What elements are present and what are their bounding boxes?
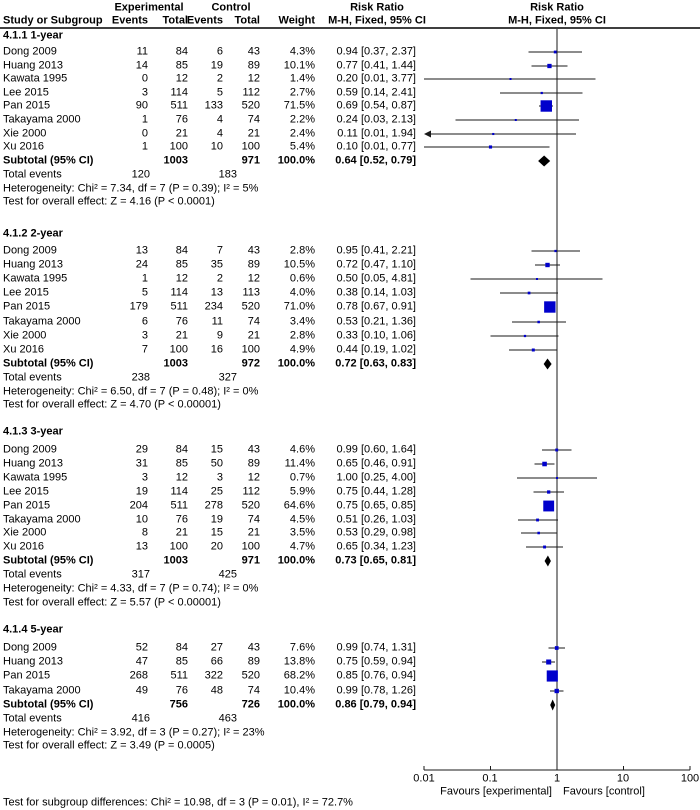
risk-ratio-ci-text: 0.78 [0.67, 0.91]: [336, 300, 416, 313]
events-experimental: 3: [141, 471, 148, 484]
subtotal-weight: 100.0%: [277, 154, 315, 167]
effect-square: [547, 64, 551, 68]
study-name: Dong 2009: [3, 244, 57, 257]
subgroup-difference-test: Test for subgroup differences: Chi² = 10.98, df = 3 (P = 0.01), I² = 72.7%: [3, 796, 353, 809]
header-risk-ratio-left: Risk Ratio: [350, 1, 404, 14]
total-control: 74: [247, 684, 260, 697]
effect-square: [537, 532, 540, 535]
total-experimental: 21: [175, 526, 188, 539]
subtotal-label: Subtotal (95% CI): [3, 554, 94, 567]
events-experimental: 90: [135, 99, 148, 112]
total-events-label: Total events: [3, 568, 62, 581]
total-control: 520: [241, 300, 260, 313]
total-events-label: Total events: [3, 371, 62, 384]
effect-square: [544, 301, 555, 312]
weight-value: 4.0%: [289, 286, 315, 299]
total-experimental: 84: [175, 443, 188, 456]
subtotal-risk-ratio-ci-text: 0.73 [0.65, 0.81]: [335, 554, 416, 567]
study-name: Pan 2015: [3, 499, 51, 512]
subtotal-label: Subtotal (95% CI): [3, 698, 94, 711]
weight-value: 2.7%: [289, 86, 315, 99]
study-name: Xu 2016: [3, 343, 44, 356]
total-experimental: 84: [175, 45, 188, 58]
risk-ratio-ci-text: 0.65 [0.46, 0.91]: [336, 457, 416, 470]
study-name: Lee 2015: [3, 485, 49, 498]
events-experimental: 19: [135, 485, 148, 498]
study-name: Xu 2016: [3, 140, 44, 153]
study-name: Kawata 1995: [3, 272, 68, 285]
study-name: Takayama 2000: [3, 315, 81, 327]
events-control: 2: [216, 72, 223, 85]
risk-ratio-ci-text: 0.20 [0.01, 3.77]: [336, 72, 416, 85]
events-experimental: 7: [141, 343, 148, 356]
total-experimental: 511: [170, 300, 188, 313]
events-control: 27: [210, 641, 223, 654]
weight-value: 13.8%: [283, 655, 315, 668]
total-experimental: 76: [175, 684, 188, 697]
effect-square: [543, 546, 546, 549]
effect-square: [555, 449, 558, 452]
weight-value: 68.2%: [283, 669, 315, 682]
total-experimental: 12: [175, 272, 188, 285]
study-name: Takayama 2000: [3, 513, 81, 525]
header-group-experimental: Experimental: [114, 1, 184, 14]
total-control: 100: [241, 343, 260, 356]
risk-ratio-ci-text: 0.44 [0.19, 1.02]: [336, 343, 416, 356]
subtotal-risk-ratio-ci-text: 0.86 [0.79, 0.94]: [335, 698, 416, 711]
total-control: 100: [241, 540, 260, 553]
heterogeneity-text: Heterogeneity: Chi² = 3.92, df = 3 (P = 0.27); I² = 23%: [3, 726, 265, 739]
section-title: 4.1.3 3-year: [3, 425, 63, 438]
total-events-control: 327: [218, 371, 237, 384]
risk-ratio-ci-text: 0.10 [0.01, 0.77]: [336, 140, 416, 153]
weight-value: 71.0%: [283, 300, 315, 313]
events-control: 234: [204, 300, 223, 313]
total-events-experimental: 317: [131, 568, 150, 581]
study-name: Xie 2000: [3, 526, 47, 539]
events-experimental: 3: [141, 86, 148, 99]
events-experimental: 8: [141, 526, 148, 539]
study-name: Takayama 2000: [3, 684, 81, 697]
events-control: 48: [210, 684, 223, 697]
total-experimental: 511: [170, 99, 188, 112]
events-experimental: 268: [129, 669, 148, 682]
total-control: 112: [242, 86, 260, 99]
total-control: 12: [247, 72, 260, 85]
study-name: Kawata 1995: [3, 72, 68, 85]
effect-square: [510, 78, 512, 80]
total-control: 74: [247, 315, 260, 327]
weight-value: 2.4%: [289, 127, 315, 140]
study-name: Lee 2015: [3, 286, 49, 299]
events-experimental: 10: [135, 513, 148, 525]
events-control: 66: [210, 655, 223, 668]
total-experimental: 12: [175, 471, 188, 484]
header-events-control: Events: [186, 14, 223, 27]
events-experimental: 5: [141, 286, 148, 299]
events-experimental: 14: [135, 59, 148, 72]
total-experimental: 76: [175, 113, 188, 126]
risk-ratio-ci-text: 0.99 [0.74, 1.31]: [336, 641, 416, 654]
events-control: 20: [210, 540, 223, 553]
total-control: 100: [241, 140, 260, 153]
total-events-control: 463: [218, 712, 237, 725]
risk-ratio-ci-text: 0.50 [0.05, 4.81]: [336, 272, 416, 285]
total-experimental: 114: [170, 286, 188, 299]
events-experimental: 3: [141, 329, 148, 342]
risk-ratio-ci-text: 0.38 [0.14, 1.03]: [336, 286, 416, 299]
weight-value: 10.5%: [283, 258, 315, 271]
subtotal-total-experimental: 1003: [163, 154, 188, 167]
events-experimental: 13: [135, 540, 148, 553]
risk-ratio-ci-text: 0.53 [0.21, 1.36]: [336, 315, 416, 327]
subtotal-diamond: [550, 700, 555, 711]
study-name: Pan 2015: [3, 669, 51, 682]
heterogeneity-text: Heterogeneity: Chi² = 7.34, df = 7 (P = 0.39); I² = 5%: [3, 182, 259, 195]
effect-square: [555, 646, 559, 650]
total-experimental: 84: [175, 244, 188, 257]
risk-ratio-ci-text: 0.95 [0.41, 2.21]: [336, 244, 416, 257]
study-name: Xie 2000: [3, 329, 47, 342]
axis-tick-10: 10: [616, 772, 630, 785]
risk-ratio-ci-text: 0.51 [0.26, 1.03]: [336, 513, 416, 525]
study-name: Huang 2013: [3, 258, 63, 271]
study-name: Takayama 2000: [3, 113, 81, 126]
overall-effect-text: Test for overall effect: Z = 5.57 (P < 0.00001): [3, 596, 221, 609]
events-control: 3: [216, 471, 223, 484]
events-control: 35: [210, 258, 223, 271]
total-experimental: 100: [169, 343, 188, 356]
effect-square: [489, 145, 492, 148]
subtotal-total-experimental: 1003: [163, 357, 188, 370]
subtotal-risk-ratio-ci-text: 0.72 [0.63, 0.83]: [335, 357, 416, 370]
total-control: 12: [247, 471, 260, 484]
events-experimental: 29: [135, 443, 148, 456]
total-control: 520: [241, 99, 260, 112]
total-experimental: 84: [175, 641, 188, 654]
total-events-experimental: 238: [131, 371, 150, 384]
weight-value: 4.5%: [289, 513, 315, 525]
total-events-label: Total events: [3, 168, 62, 181]
header-method-left: M-H, Fixed, 95% CI: [328, 14, 426, 27]
weight-value: 2.8%: [289, 329, 315, 342]
header-events-experimental: Events: [111, 14, 148, 27]
weight-value: 11.4%: [284, 457, 315, 470]
effect-square: [547, 490, 550, 493]
study-name: Huang 2013: [3, 59, 63, 72]
effect-square: [536, 519, 539, 522]
axis-tick-0.01: 0.01: [413, 772, 435, 785]
total-events-experimental: 416: [131, 712, 150, 725]
header-total-experimental: Total: [162, 14, 188, 27]
weight-value: 4.6%: [289, 443, 315, 456]
risk-ratio-ci-text: 0.99 [0.78, 1.26]: [336, 684, 416, 697]
total-experimental: 511: [170, 669, 188, 682]
weight-value: 7.6%: [289, 641, 315, 654]
events-control: 13: [210, 286, 223, 299]
weight-value: 2.8%: [289, 244, 315, 257]
events-experimental: 1: [141, 272, 148, 285]
events-control: 4: [216, 113, 223, 126]
events-experimental: 204: [129, 499, 148, 512]
events-control: 10: [210, 140, 223, 153]
events-control: 2: [216, 272, 223, 285]
axis-tick-0.1: 0.1: [482, 772, 498, 785]
total-control: 21: [247, 329, 260, 342]
study-name: Xie 2000: [3, 127, 47, 140]
study-name: Xu 2016: [3, 540, 44, 553]
events-experimental: 47: [135, 655, 148, 668]
study-name: Pan 2015: [3, 300, 51, 313]
axis-tick-1: 1: [553, 772, 561, 785]
weight-value: 4.9%: [289, 343, 315, 356]
study-name: Dong 2009: [3, 443, 57, 456]
study-name: Dong 2009: [3, 641, 57, 654]
total-experimental: 21: [175, 329, 188, 342]
risk-ratio-ci-text: 0.24 [0.03, 2.13]: [336, 113, 416, 126]
total-events-experimental: 120: [131, 168, 150, 181]
total-control: 89: [247, 59, 260, 72]
risk-ratio-ci-text: 0.72 [0.47, 1.10]: [336, 258, 416, 271]
risk-ratio-ci-text: 0.75 [0.59, 0.94]: [336, 655, 416, 668]
risk-ratio-ci-text: 0.53 [0.29, 0.98]: [336, 526, 416, 539]
weight-value: 5.9%: [289, 485, 315, 498]
risk-ratio-ci-text: 0.59 [0.14, 2.41]: [336, 86, 416, 99]
risk-ratio-ci-text: 0.94 [0.37, 2.37]: [336, 45, 416, 58]
events-control: 5: [216, 86, 223, 99]
risk-ratio-ci-text: 0.33 [0.10, 1.06]: [336, 329, 416, 342]
total-experimental: 100: [169, 140, 188, 153]
effect-square: [537, 321, 539, 323]
weight-value: 5.4%: [289, 140, 315, 153]
subtotal-total-experimental: 1003: [163, 554, 188, 567]
study-name: Dong 2009: [3, 45, 57, 58]
events-control: 6: [216, 45, 223, 58]
total-control: 43: [247, 45, 260, 58]
study-name: Pan 2015: [3, 99, 51, 112]
weight-value: 64.6%: [283, 499, 315, 512]
risk-ratio-ci-text: 0.99 [0.60, 1.64]: [336, 443, 416, 456]
total-control: 21: [247, 127, 260, 140]
total-events-control: 183: [218, 168, 237, 181]
effect-square: [528, 292, 531, 295]
total-experimental: 85: [175, 457, 188, 470]
total-experimental: 114: [170, 86, 188, 99]
events-experimental: 49: [135, 684, 148, 697]
header-weight: Weight: [278, 14, 315, 27]
effect-square: [536, 278, 538, 280]
events-experimental: 52: [135, 641, 148, 654]
events-control: 4: [216, 127, 223, 140]
subtotal-total-control: 971: [241, 554, 260, 567]
weight-value: 10.1%: [283, 59, 315, 72]
total-events-control: 425: [218, 568, 237, 581]
events-control: 19: [210, 59, 223, 72]
subtotal-weight: 100.0%: [277, 698, 315, 711]
events-experimental: 6: [141, 315, 148, 327]
events-experimental: 0: [141, 127, 148, 140]
effect-square: [556, 477, 558, 479]
events-control: 7: [216, 244, 223, 257]
header-total-control: Total: [234, 14, 260, 27]
subtotal-label: Subtotal (95% CI): [3, 357, 94, 370]
total-experimental: 85: [175, 59, 188, 72]
weight-value: 71.5%: [283, 99, 315, 112]
risk-ratio-ci-text: 0.65 [0.34, 1.23]: [336, 540, 416, 553]
weight-value: 0.7%: [289, 471, 315, 484]
weight-value: 4.3%: [289, 45, 315, 58]
heterogeneity-text: Heterogeneity: Chi² = 4.33, df = 7 (P = 0.74); I² = 0%: [3, 582, 259, 595]
header-group-control: Control: [211, 1, 251, 14]
events-experimental: 1: [141, 140, 148, 153]
subtotal-total-control: 972: [241, 357, 260, 370]
heterogeneity-text: Heterogeneity: Chi² = 6.50, df = 7 (P = 0.48); I² = 0%: [3, 385, 259, 398]
ci-arrow-left-icon: [424, 131, 431, 138]
total-control: 43: [247, 641, 260, 654]
subtotal-total-control: 726: [241, 698, 260, 711]
events-control: 322: [204, 669, 223, 682]
risk-ratio-ci-text: 0.11 [0.01, 1.94]: [337, 127, 416, 140]
total-control: 89: [247, 655, 260, 668]
events-experimental: 11: [136, 45, 148, 58]
events-control: 15: [210, 443, 223, 456]
total-control: 113: [242, 286, 260, 299]
favours-control-label: Favours [control]: [563, 785, 645, 798]
effect-square: [554, 51, 557, 54]
subtotal-diamond: [538, 156, 550, 167]
events-experimental: 31: [135, 457, 148, 470]
total-experimental: 85: [175, 258, 188, 271]
effect-square: [555, 689, 559, 693]
risk-ratio-ci-text: 0.77 [0.41, 1.44]: [336, 59, 416, 72]
weight-value: 3.5%: [289, 526, 315, 539]
weight-value: 10.4%: [283, 684, 315, 697]
weight-value: 1.4%: [289, 72, 315, 85]
events-control: 11: [211, 315, 223, 327]
effect-square: [545, 263, 549, 267]
events-control: 133: [204, 99, 223, 112]
header-study: Study or Subgroup: [3, 14, 103, 27]
events-control: 50: [210, 457, 223, 470]
total-events-label: Total events: [3, 712, 62, 725]
study-name: Kawata 1995: [3, 471, 68, 484]
total-experimental: 76: [175, 513, 188, 525]
total-control: 74: [247, 513, 260, 525]
events-control: 278: [204, 499, 223, 512]
risk-ratio-ci-text: 1.00 [0.25, 4.00]: [336, 471, 416, 484]
total-control: 21: [247, 526, 260, 539]
section-title: 4.1.4 5-year: [3, 623, 63, 636]
effect-square: [542, 462, 547, 467]
section-title: 4.1.2 2-year: [3, 227, 63, 240]
overall-effect-text: Test for overall effect: Z = 4.70 (P < 0.00001): [3, 398, 221, 411]
risk-ratio-ci-text: 0.85 [0.76, 0.94]: [336, 669, 416, 682]
total-experimental: 12: [175, 72, 188, 85]
effect-square: [515, 119, 517, 121]
effect-square: [541, 100, 552, 111]
study-name: Lee 2015: [3, 86, 49, 99]
events-experimental: 179: [129, 300, 148, 313]
total-control: 89: [247, 258, 260, 271]
events-control: 15: [210, 526, 223, 539]
total-control: 520: [241, 499, 260, 512]
subtotal-diamond: [545, 556, 551, 567]
events-control: 25: [210, 485, 223, 498]
total-experimental: 21: [175, 127, 188, 140]
study-name: Huang 2013: [3, 655, 63, 668]
total-experimental: 114: [170, 485, 188, 498]
weight-value: 4.7%: [289, 540, 315, 553]
overall-effect-text: Test for overall effect: Z = 4.16 (P < 0.0001): [3, 195, 215, 208]
subtotal-diamond: [544, 359, 552, 370]
risk-ratio-ci-text: 0.69 [0.54, 0.87]: [336, 99, 416, 112]
effect-square: [547, 670, 558, 681]
total-control: 520: [241, 669, 260, 682]
total-experimental: 85: [175, 655, 188, 668]
section-title: 4.1.1 1-year: [3, 29, 63, 42]
total-control: 112: [242, 485, 260, 498]
total-control: 43: [247, 244, 260, 257]
favours-experimental-label: Favours [experimental]: [440, 785, 552, 798]
risk-ratio-ci-text: 0.75 [0.65, 0.85]: [336, 499, 416, 512]
header-method-right: M-H, Fixed, 95% CI: [508, 14, 606, 27]
effect-square: [524, 335, 526, 337]
effect-square: [546, 659, 551, 664]
weight-value: 2.2%: [289, 113, 315, 126]
events-control: 16: [210, 343, 223, 356]
subtotal-label: Subtotal (95% CI): [3, 154, 94, 167]
weight-value: 0.6%: [289, 272, 315, 285]
events-experimental: 1: [141, 113, 148, 126]
total-control: 89: [247, 457, 260, 470]
weight-value: 3.4%: [289, 315, 315, 327]
total-experimental: 100: [169, 540, 188, 553]
effect-square: [541, 92, 543, 94]
study-name: Huang 2013: [3, 457, 63, 470]
effect-square: [554, 250, 556, 252]
total-control: 74: [247, 113, 260, 126]
total-control: 43: [247, 443, 260, 456]
subtotal-total-experimental: 756: [169, 698, 188, 711]
events-experimental: 0: [141, 72, 148, 85]
header-risk-ratio-right: Risk Ratio: [530, 1, 584, 14]
subtotal-weight: 100.0%: [277, 554, 315, 567]
effect-square: [543, 501, 554, 512]
subtotal-total-control: 971: [241, 154, 260, 167]
events-experimental: 24: [135, 258, 148, 271]
total-experimental: 76: [175, 315, 188, 327]
effect-square: [492, 133, 494, 135]
total-control: 12: [247, 272, 260, 285]
effect-square: [532, 349, 535, 352]
total-experimental: 511: [170, 499, 188, 512]
events-control: 19: [210, 513, 223, 525]
axis-tick-100: 100: [680, 772, 700, 785]
overall-effect-text: Test for overall effect: Z = 3.49 (P = 0.0005): [3, 739, 215, 752]
subtotal-risk-ratio-ci-text: 0.64 [0.52, 0.79]: [335, 154, 416, 167]
risk-ratio-ci-text: 0.75 [0.44, 1.28]: [336, 485, 416, 498]
subtotal-weight: 100.0%: [277, 357, 315, 370]
events-experimental: 13: [135, 244, 148, 257]
events-control: 9: [216, 329, 223, 342]
